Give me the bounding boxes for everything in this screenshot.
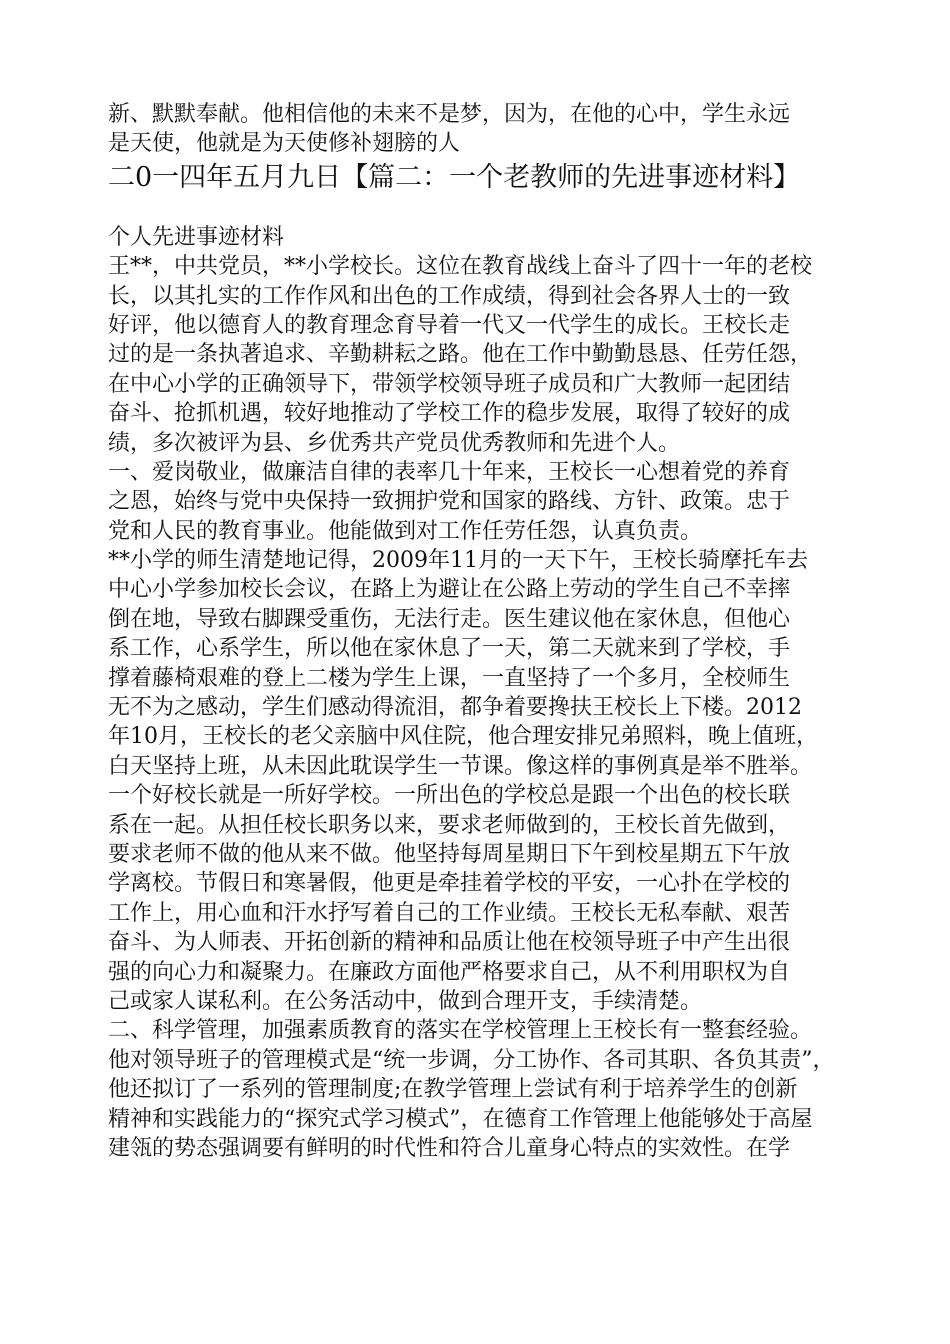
text-line: **小学的师生清楚地记得，2009年11月的一天下午，王校长骑摩托车去 — [108, 548, 808, 574]
text-line: 奋斗、为人师表、开拓创新的精神和品质让他在校领导班子中产生出很 — [108, 930, 791, 956]
text-line: 在中心小学的正确领导下，带领学校领导班子成员和广大教师一起团结 — [108, 371, 791, 397]
text-line: 过的是一条执著追求、辛勤耕耘之路。他在工作中勤勤恳恳、任劳任怨， — [108, 342, 813, 368]
text-line: 白天坚持上班，从未因此耽误学生一节课。像这样的事例真是举不胜举。 — [108, 753, 813, 779]
text-line: 中心小学参加校长会议，在路上为避让在公路上劳动的学生自己不幸摔 — [108, 577, 791, 603]
text-line: 党和人民的教育事业。他能做到对工作任劳任怨，认真负责。 — [108, 518, 703, 544]
text-line: 新、默默奉献。他相信他的未来不是梦，因为，在他的心中，学生永远 — [108, 102, 791, 127]
text-line: 系工作，心系学生，所以他在家休息了一天，第二天就来到了学校，手 — [108, 636, 791, 662]
text-line: 一、爱岗敬业，做廉洁自律的表率几十年来，王校长一心想着党的养育 — [108, 459, 791, 485]
text-line: 绩，多次被评为县、乡优秀共产党员优秀教师和先进个人。 — [108, 430, 681, 456]
text-line: 强的向心力和凝聚力。在廉政方面他严格要求自己，从不利用职权为自 — [108, 959, 791, 985]
text-line: 奋斗、抢抓机遇，较好地推动了学校工作的稳步发展，取得了较好的成 — [108, 401, 791, 427]
text-line: 系在一起。从担任校长职务以来，要求老师做到的，王校长首先做到， — [108, 812, 791, 838]
text-line: 长，以其扎实的工作作风和出色的工作成绩，得到社会各界人士的一致 — [108, 283, 791, 309]
section-heading: 二0一四年五月九日【篇二：一个老教师的先进事迹材料】 — [108, 161, 801, 193]
text-line: 学离校。节假日和寒暑假，他更是牵挂着学校的平安，一心扑在学校的 — [108, 871, 791, 897]
document-title: 个人先进事迹材料 — [108, 224, 285, 250]
text-line: 无不为之感动，学生们感动得流泪，都争着要搀扶王校长上下楼。2012 — [108, 695, 802, 721]
text-line: 要求老师不做的他从来不做。他坚持每周星期日下午到校星期五下午放 — [108, 841, 791, 867]
text-line: 己或家人谋私利。在公务活动中，做到合理开支，手续清楚。 — [108, 988, 703, 1014]
text-line: 他还拟订了一系列的管理制度;在教学管理上尝试有利于培养学生的创新 — [108, 1077, 798, 1103]
text-line: 王**，中共党员，**小学校长。这位在教育战线上奋斗了四十一年的老校 — [108, 254, 813, 280]
document-page — [108, 100, 858, 1163]
text-line: 倒在地，导致右脚踝受重伤，无法行走。医生建议他在家休息，但他心 — [108, 606, 791, 632]
text-line: 撑着藤椅艰难的登上二楼为学生上课，一直坚持了一个多月，全校师生 — [108, 665, 791, 691]
text-line: 他对领导班子的管理模式是“统一步调，分工协作、各司其职、各负其责”， — [108, 1047, 835, 1073]
text-line: 好评，他以德育人的教育理念育导着一代又一代学生的成长。王校长走 — [108, 312, 791, 338]
text-line: 工作上，用心血和汗水抒写着自己的工作业绩。王校长无私奉献、艰苦 — [108, 900, 791, 926]
blank-line — [108, 195, 858, 223]
text-line: 建瓴的势态强调要有鲜明的时代性和符合儿童身心特点的实效性。在学 — [108, 1135, 791, 1161]
text-line: 一个好校长就是一所好学校。一所出色的学校总是跟一个出色的校长联 — [108, 783, 791, 809]
text-line: 精神和实践能力的“探究式学习模式”，在德育工作管理上他能够处于高屋 — [108, 1106, 813, 1132]
text-line: 是天使，他就是为天使修补翅膀的人 — [108, 131, 461, 157]
text-line: 年10月，王校长的老父亲脑中风住院，他合理安排兄弟照料，晚上值班， — [108, 724, 818, 750]
text-line: 二、科学管理，加强素质教育的落实在学校管理上王校长有一整套经验。 — [108, 1018, 813, 1044]
text-line: 之恩，始终与党中央保持一致拥护党和国家的路线、方针、政策。忠于 — [108, 489, 791, 515]
